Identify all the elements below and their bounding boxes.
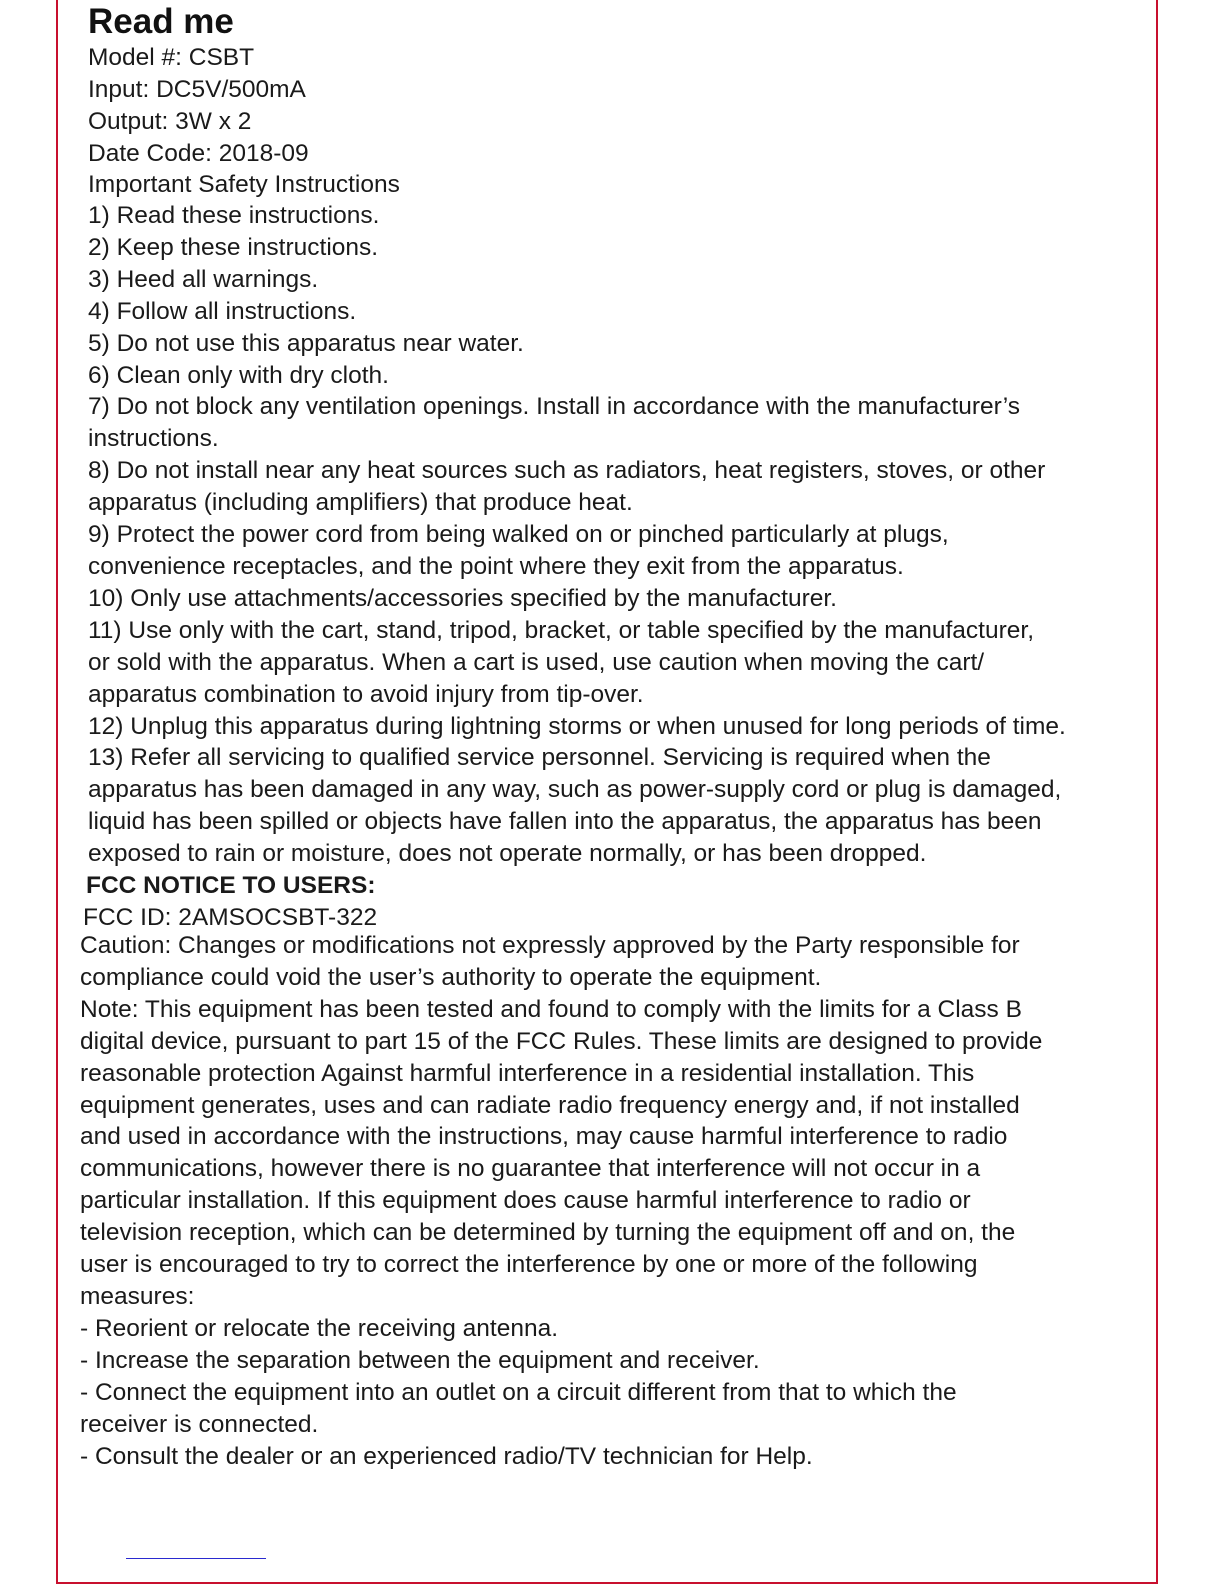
safety-line: apparatus (including amplifiers) that produce heat. (88, 489, 633, 517)
fcc-line: compliance could void the user’s authority to operate the equipment. (80, 963, 822, 991)
model-number: Model #: CSBT (88, 44, 255, 71)
safety-line: convenience receptacles, and the point where they exit from the apparatus. (88, 552, 904, 580)
output-rating: Output: 3W x 2 (88, 108, 252, 135)
fcc-line: - Connect the equipment into an outlet on a circuit different from that to which the (80, 1378, 957, 1406)
safety-line: 13) Refer all servicing to qualified service personnel. Servicing is required when the (88, 744, 991, 772)
safety-line: 11) Use only with the cart, stand, tripod, bracket, or table specified by the manufacturer, (88, 616, 1035, 644)
safety-line: apparatus combination to avoid injury from tip-over. (88, 680, 644, 708)
safety-line: liquid has been spilled or objects have fallen into the apparatus, the apparatus has been (88, 808, 1042, 836)
fcc-line: user is encouraged to try to correct the interference by one or more of the following (80, 1251, 978, 1279)
safety-line: or sold with the apparatus. When a cart is used, use caution when moving the cart/ (88, 648, 985, 676)
safety-line: 4) Follow all instructions. (88, 297, 357, 325)
fcc-line: measures: (80, 1282, 195, 1310)
fcc-line: equipment generates, uses and can radiate radio frequency energy and, if not installed (80, 1091, 1020, 1119)
safety-line: 2) Keep these instructions. (88, 233, 379, 261)
safety-line: 8) Do not install near any heat sources such as radiators, heat registers, stoves, or other (88, 457, 1046, 485)
safety-line: 5) Do not use this apparatus near water. (88, 329, 524, 357)
safety-line: exposed to rain or moisture, does not operate normally, or has been dropped. (88, 840, 927, 868)
safety-line: 1) Read these instructions. (88, 202, 380, 229)
input-rating: Input: DC5V/500mA (88, 76, 306, 103)
safety-line: 3) Heed all warnings. (88, 265, 319, 293)
fcc-line: particular installation. If this equipment does cause harmful interference to radio or (80, 1187, 971, 1215)
fcc-line: - Increase the separation between the equipment and receiver. (80, 1346, 760, 1374)
fcc-heading: FCC NOTICE TO USERS: (86, 872, 376, 900)
fcc-line: - Consult the dealer or an experienced radio/TV technician for Help. (80, 1442, 813, 1470)
safety-line: apparatus has been damaged in any way, such as power-supply cord or plug is damaged, (88, 776, 1062, 804)
safety-heading: Important Safety Instructions (88, 171, 400, 198)
safety-line: 9) Protect the power cord from being walked on or pinched particularly at plugs, (88, 521, 949, 549)
fcc-notice (80, 930, 1140, 1472)
safety-line: 6) Clean only with dry cloth. (88, 361, 389, 389)
spec-block (88, 42, 1138, 170)
document-title: Read me (88, 2, 234, 41)
fcc-line: digital device, pursuant to part 15 of the FCC Rules. These limits are designed to provide (80, 1027, 1043, 1055)
fcc-line: receiver is connected. (80, 1410, 319, 1438)
footer-rule (126, 1558, 266, 1559)
safety-line: instructions. (88, 425, 219, 453)
fcc-line: Caution: Changes or modifications not expressly approved by the Party responsible for (80, 932, 1020, 959)
safety-line: 12) Unplug this apparatus during lightning storms or when unused for long periods of time. (88, 712, 1066, 740)
safety-instructions (88, 170, 1138, 870)
safety-line: 10) Only use attachments/accessories specified by the manufacturer. (88, 584, 837, 612)
date-code: Date Code: 2018-09 (88, 140, 309, 167)
readme-document (83, 2, 1138, 934)
safety-line: 7) Do not block any ventilation openings. Install in accordance with the manufacturer’s (88, 393, 1020, 421)
fcc-line: communications, however there is no guarantee that interference will not occur in a (80, 1155, 981, 1183)
fcc-line: - Reorient or relocate the receiving antenna. (80, 1314, 559, 1342)
fcc-line: reasonable protection Against harmful interference in a residential installation. This (80, 1059, 975, 1087)
fcc-line: and used in accordance with the instructions, may cause harmful interference to radio (80, 1123, 1008, 1151)
fcc-id: FCC ID: 2AMSOCSBT-322 (83, 904, 378, 932)
fcc-line: Note: This equipment has been tested and found to comply with the limits for a Class B (80, 995, 1022, 1023)
fcc-line: television reception, which can be determined by turning the equipment off and on, the (80, 1219, 1016, 1247)
